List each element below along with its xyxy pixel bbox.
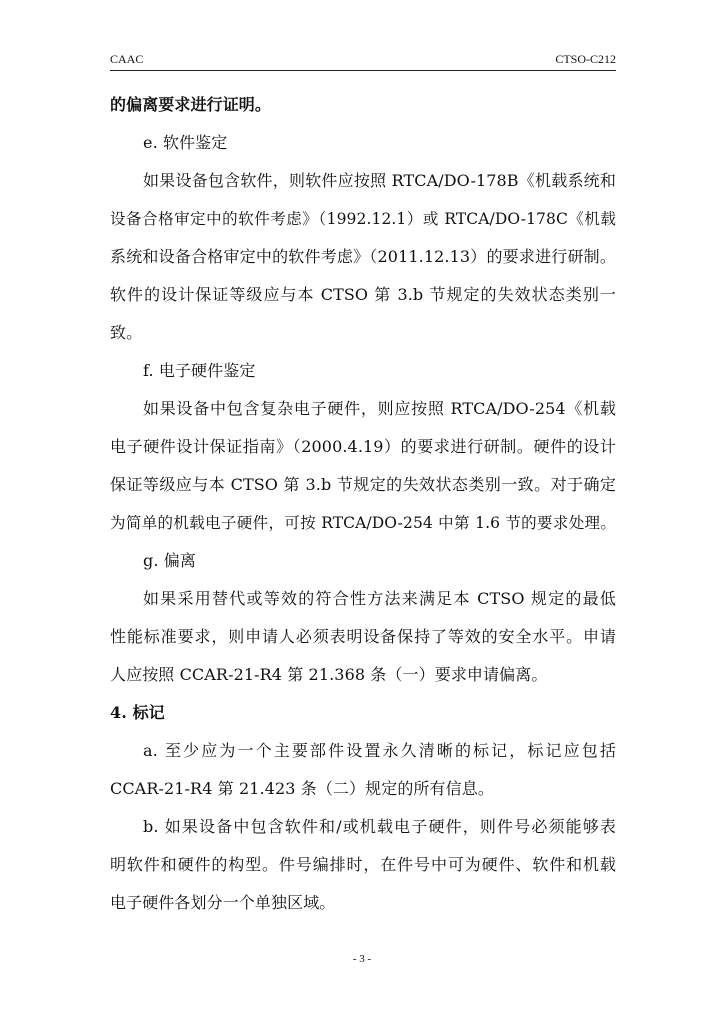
text-line: 设备合格审定中的软件考虑》（1992.12.1）或 RTCA/DO-178C《机载 xyxy=(110,210,616,228)
text-line: f. 电子硬件鉴定 xyxy=(143,361,256,380)
text-line: 保证等级应与本 CTSO 第 3.b 节规定的失效状态类别一致。对于确定 xyxy=(110,475,616,494)
text-line: 致。 xyxy=(110,323,143,342)
text-line: 如果设备包含软件，则软件应按照 RTCA/DO-178B《机载系统和 xyxy=(143,171,616,190)
text-line: a. 至少应为一个主要部件设置永久清晰的标记，标记应包括 xyxy=(143,741,616,760)
text-line: 电子硬件设计保证指南》（2000.4.19）的要求进行研制。硬件的设计 xyxy=(110,437,616,456)
page-header xyxy=(110,52,616,71)
text-line: 为简单的机载电子硬件，可按 RTCA/DO-254 中第 1.6 节的要求处理。 xyxy=(110,514,616,532)
text-line: 软件的设计保证等级应与本 CTSO 第 3.b 节规定的失效状态类别一 xyxy=(110,285,616,304)
text-line: 如果设备中包含复杂电子硬件，则应按照 RTCA/DO-254《机载 xyxy=(143,399,616,418)
text-line: 系统和设备合格审定中的软件考虑》（2011.12.13）的要求进行研制。 xyxy=(110,247,616,266)
section-heading-line: 的偏离要求进行证明。 xyxy=(110,95,272,114)
text-line: CCAR-21-R4 第 21.423 条（二）规定的所有信息。 xyxy=(110,779,494,798)
text-line: 如果采用替代或等效的符合性方法来满足本 CTSO 规定的最低 xyxy=(143,589,616,608)
header-org: CAAC xyxy=(110,52,144,66)
text-line: b. 如果设备中包含软件和/或机载电子硬件，则件号必须能够表 xyxy=(143,817,616,836)
text-line: 明软件和硬件的构型。件号编排时，在件号中可为硬件、软件和机载 xyxy=(110,855,616,874)
text-line: 性能标准要求，则申请人必须表明设备保持了等效的安全水平。申请 xyxy=(110,627,616,646)
page-number: - 3 - xyxy=(352,953,372,965)
header-doc-id: CTSO-C212 xyxy=(555,52,616,66)
text-line: g. 偏离 xyxy=(143,551,196,570)
text-line: 电子硬件各划分一个单独区域。 xyxy=(110,893,336,912)
text-line: e. 软件鉴定 xyxy=(143,133,228,152)
text-line: 人应按照 CCAR-21-R4 第 21.368 条（一）要求申请偏离。 xyxy=(110,665,548,684)
section-heading-line: 4. 标记 xyxy=(110,703,165,722)
body-text xyxy=(110,86,616,922)
